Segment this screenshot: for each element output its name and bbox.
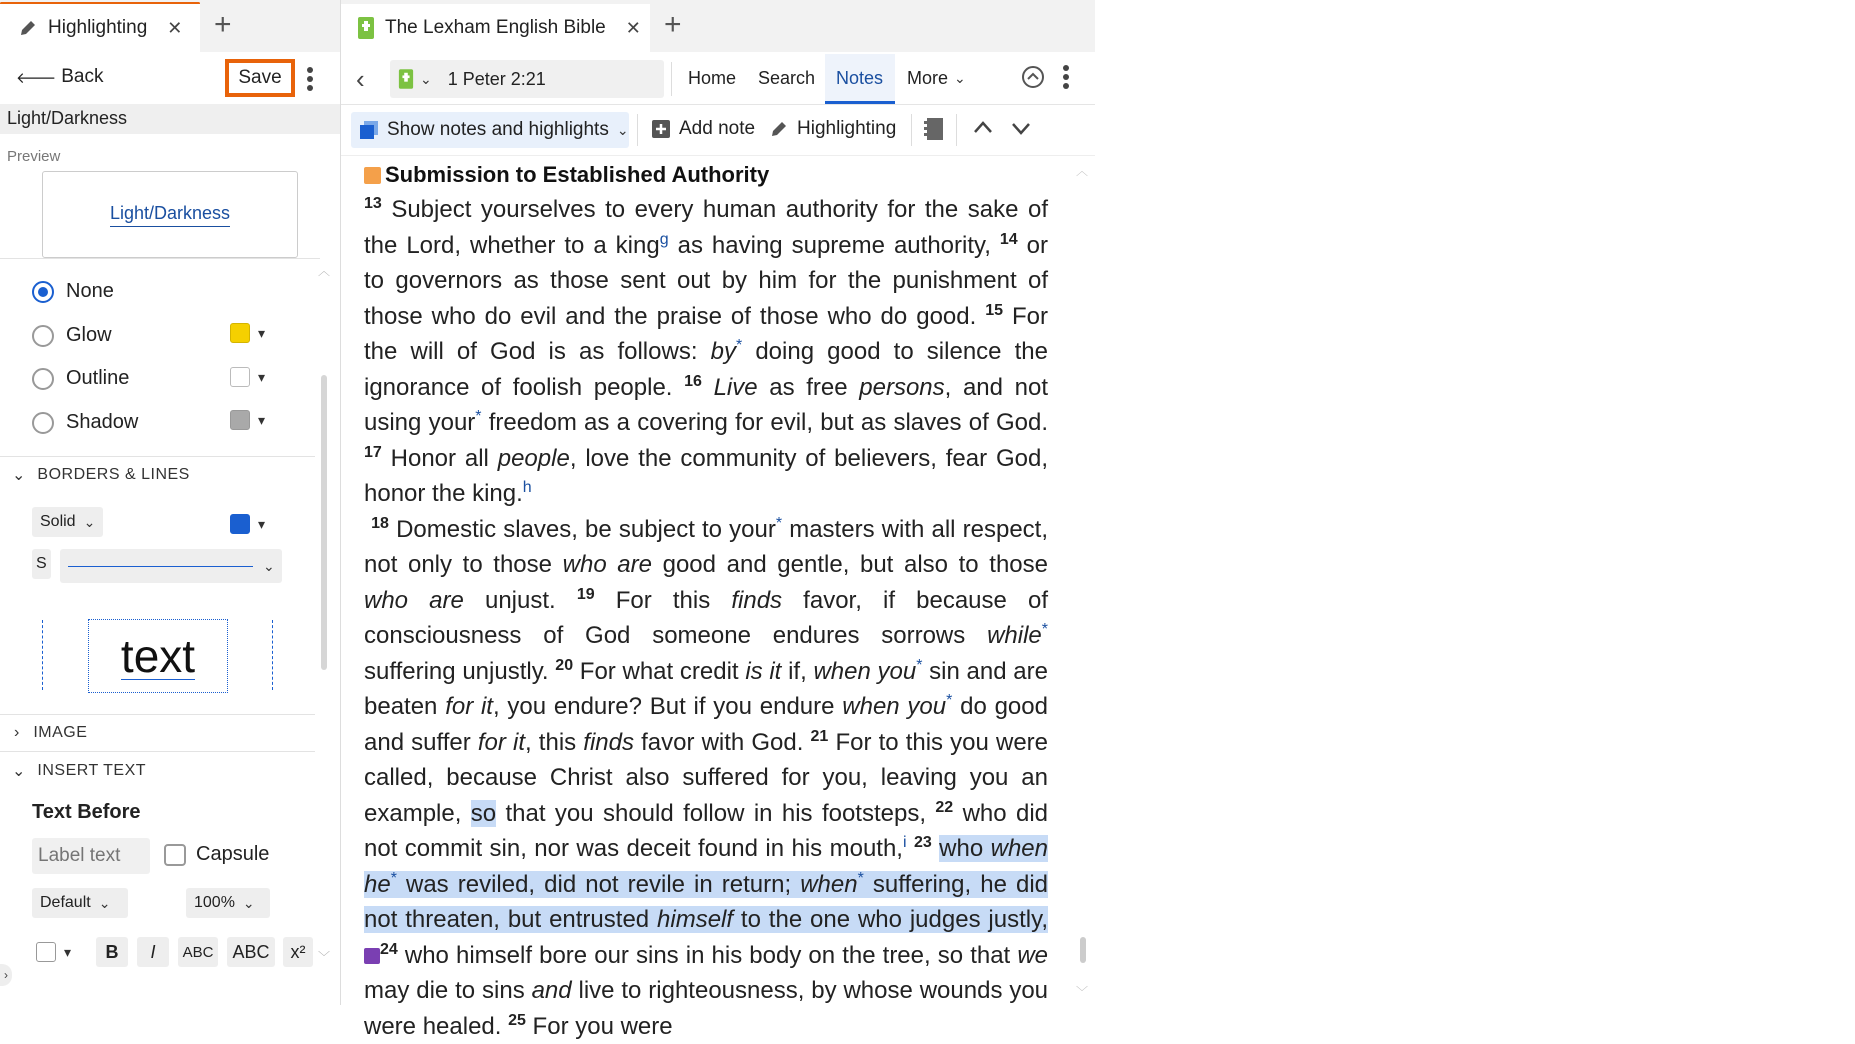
- border-preview-right-line: [272, 620, 273, 690]
- line-sample: [68, 566, 253, 567]
- glow-color-swatch: [230, 323, 250, 343]
- scroll-up-icon[interactable]: ︿: [1076, 164, 1089, 178]
- pencil-icon: [769, 119, 789, 139]
- effect-outline-radio[interactable]: [32, 368, 54, 390]
- small-caps-button[interactable]: ABC: [178, 937, 218, 967]
- panel-divider[interactable]: [340, 0, 341, 1005]
- notes-stack-icon: [359, 120, 379, 140]
- notebook-icon[interactable]: [923, 117, 945, 141]
- effect-none[interactable]: [32, 280, 114, 303]
- chevron-down-icon: ⌄: [83, 513, 96, 530]
- all-caps-button[interactable]: ABC: [227, 937, 275, 967]
- scroll-down-icon[interactable]: ﹀: [1076, 985, 1089, 999]
- border-color-swatch: [230, 514, 250, 534]
- borders-section-toggle[interactable]: [12, 465, 190, 485]
- effect-none-radio[interactable]: [32, 281, 54, 303]
- close-tab-icon[interactable]: ✕: [167, 17, 183, 38]
- close-tab-icon[interactable]: ✕: [625, 17, 641, 38]
- highlighting-button[interactable]: [769, 118, 896, 140]
- back-button[interactable]: [16, 66, 103, 88]
- border-color-picker[interactable]: [230, 514, 265, 534]
- toolbar-bottom-divider: [341, 155, 1095, 156]
- italic-button[interactable]: I: [137, 937, 169, 967]
- chevron-down-icon: ▾: [258, 368, 266, 385]
- insert-text-section-toggle[interactable]: [12, 761, 146, 781]
- line-style-select[interactable]: [60, 549, 282, 583]
- divider: [0, 714, 315, 715]
- chevron-down-icon: ▾: [258, 411, 266, 428]
- effect-none-label: None: [66, 280, 114, 302]
- nav-more[interactable]: [907, 68, 966, 89]
- image-heading: IMAGE: [33, 724, 88, 741]
- more-options-icon[interactable]: [1063, 64, 1069, 90]
- collapse-icon[interactable]: [1021, 65, 1045, 89]
- chevron-down-icon: ⌄: [954, 70, 966, 86]
- chevron-down-icon: ⌄: [12, 467, 26, 484]
- border-preview-box: [88, 619, 228, 693]
- size-value: 100%: [194, 894, 235, 911]
- text-color-picker[interactable]: [36, 942, 71, 962]
- nav-more-label: More: [907, 68, 949, 88]
- divider: [0, 258, 320, 259]
- chevron-down-icon: ⌄: [616, 121, 629, 138]
- chevron-down-icon: ⌄: [263, 557, 275, 574]
- bible-text[interactable]: $^{13}$ Subject yourselves to every human authority for the sake of the Lord, whether to a king$^g$ as having supreme authority, $^{14}$ or to governors as those sent out by him for the punishment of those who do evil and the praise of those who do good. $^{15}$ For the will of God is as follows: by* doing good to silence the ignorance of foolish people. $^{16}$ Live as free persons, and not using your* freedom as a covering for evil, but as slaves of God. $^{17}$ Honor all people, love the community of believers, fear God, honor the king.$^h$ $^{18}$ Domestic slaves, be subject to your* masters with all respect, not only to those who are good and gentle, but also to those who are unjust. $^{19}$ For this finds favor, if because of consciousness of God someone endures sorrows while* suffering unjustly. $^{20}$ For what credit is it if, when you* sin and are beaten for it, you endure? But if you endure when you* do good and suffer for it, this finds favor with God. $^{21}$ For to this you were called, because Christ also suffered for you, leaving you an example, so that you should follow in his footsteps, $^{22}$ who did not commit sin, nor was deceit found in his mouth,$^i$ $^{23}$ who when he* was reviled, did not revile in return; when* suffering, he did not threaten, but entrusted himself to the one who judges justly, $^{24}$ who himself bore our sins in his body on the tree, so that we may die to sins and live to righteousness, by whose wounds you were healed. $^{25}$ For you were: [364, 195, 1049, 1040]
- header-divider: [341, 104, 1095, 105]
- save-button[interactable]: Save: [225, 59, 295, 97]
- label-text-input[interactable]: [32, 838, 150, 874]
- nav-home[interactable]: Home: [688, 68, 737, 88]
- scroll-down-icon[interactable]: ﹀: [318, 950, 331, 964]
- preview-sample: Light/Darkness: [110, 203, 230, 227]
- add-note-button[interactable]: [651, 118, 755, 140]
- reference-text[interactable]: 1 Peter 2:21: [447, 68, 546, 89]
- arrow-left-icon: 🡐: [16, 69, 57, 87]
- highlighting-tab-title: Highlighting: [48, 17, 148, 38]
- show-notes-label: Show notes and highlights: [387, 119, 609, 140]
- expand-panel-icon[interactable]: ›: [0, 964, 12, 986]
- insert-text-heading: INSERT TEXT: [37, 762, 147, 779]
- highlighting-label: Highlighting: [797, 118, 897, 139]
- border-preview-text: text: [120, 629, 196, 682]
- effect-shadow-radio[interactable]: [32, 412, 54, 434]
- border-style-value: Solid: [40, 513, 76, 530]
- note-marker-icon[interactable]: [364, 948, 380, 964]
- effect-outline-label: Outline: [66, 367, 130, 389]
- border-size-value: S: [36, 555, 47, 572]
- border-preview-left-line: [42, 620, 43, 690]
- resource-icon[interactable]: [398, 68, 414, 90]
- toolbar-divider: [956, 114, 957, 146]
- add-note-icon: [651, 119, 671, 139]
- chevron-down-icon: ▾: [64, 943, 72, 960]
- bible-scrollbar[interactable]: [1080, 937, 1086, 963]
- shadow-color-picker[interactable]: [230, 410, 265, 430]
- pencil-icon: [18, 18, 38, 38]
- chevron-down-icon: ▾: [258, 324, 266, 341]
- chevron-down-icon: ⌄: [242, 894, 255, 911]
- nav-notes[interactable]: Notes: [836, 68, 884, 88]
- size-select[interactable]: [186, 888, 270, 918]
- bible-tab-title: The Lexham English Bible: [385, 17, 606, 38]
- back-label: Back: [61, 66, 104, 87]
- effect-glow-label: Glow: [66, 324, 112, 346]
- more-options-icon[interactable]: [304, 64, 316, 94]
- preview-box: [42, 171, 298, 258]
- effect-shadow[interactable]: [32, 411, 138, 434]
- section-heading-text: Submission to Established Authority: [385, 162, 770, 187]
- style-name: Light/Darkness: [7, 108, 128, 128]
- divider: [0, 456, 315, 457]
- add-note-label: Add note: [679, 118, 756, 139]
- nav-divider: [671, 62, 672, 96]
- preview-label: Preview: [7, 148, 61, 165]
- image-section-toggle[interactable]: [14, 724, 87, 742]
- superscript-button[interactable]: x²: [283, 937, 313, 967]
- scroll-up-icon[interactable]: ︿: [318, 264, 331, 278]
- capsule-label: Capsule: [196, 843, 270, 865]
- effect-glow-radio[interactable]: [32, 325, 54, 347]
- left-scrollbar[interactable]: [321, 375, 327, 670]
- effect-shadow-label: Shadow: [66, 411, 139, 433]
- back-icon[interactable]: ‹: [356, 64, 365, 94]
- capsule-checkbox[interactable]: [164, 843, 269, 866]
- borders-heading: BORDERS & LINES: [37, 466, 190, 483]
- glow-color-picker[interactable]: [230, 323, 265, 343]
- divider: [0, 751, 315, 752]
- outline-color-swatch: [230, 367, 250, 387]
- text-before-label: Text Before: [32, 801, 141, 823]
- capsule-checkbox-box[interactable]: [164, 844, 186, 866]
- previous-icon[interactable]: [973, 120, 993, 134]
- section-heading: [364, 162, 769, 188]
- chevron-down-icon: ⌄: [12, 763, 26, 780]
- section-note-marker-icon[interactable]: [364, 167, 381, 184]
- add-tab-icon[interactable]: +: [214, 8, 232, 41]
- show-notes-highlights-button[interactable]: [351, 112, 629, 148]
- shadow-color-swatch: [230, 410, 250, 430]
- outline-color-picker[interactable]: [230, 367, 265, 387]
- bible-book-icon: [357, 16, 375, 40]
- effect-outline[interactable]: [32, 367, 129, 390]
- font-value: Default: [40, 894, 91, 911]
- text-color-swatch: [36, 942, 56, 962]
- font-select[interactable]: [32, 888, 128, 918]
- toolbar-divider: [637, 114, 638, 146]
- chevron-down-icon: ▾: [258, 515, 266, 532]
- nav-search[interactable]: Search: [758, 68, 816, 88]
- border-size-select[interactable]: [32, 549, 51, 579]
- bold-button[interactable]: B: [96, 937, 128, 967]
- reference-box[interactable]: [390, 60, 664, 98]
- border-style-select[interactable]: [32, 507, 103, 537]
- chevron-right-icon: ›: [14, 724, 20, 741]
- bible-tab[interactable]: [341, 4, 650, 52]
- next-icon[interactable]: [1011, 122, 1031, 136]
- add-tab-icon[interactable]: +: [664, 8, 682, 41]
- chevron-down-icon[interactable]: ⌄: [420, 70, 432, 87]
- highlighting-tab[interactable]: [0, 4, 200, 52]
- toolbar-divider: [911, 114, 912, 146]
- chevron-down-icon: ⌄: [98, 894, 111, 911]
- effect-glow[interactable]: [32, 324, 112, 347]
